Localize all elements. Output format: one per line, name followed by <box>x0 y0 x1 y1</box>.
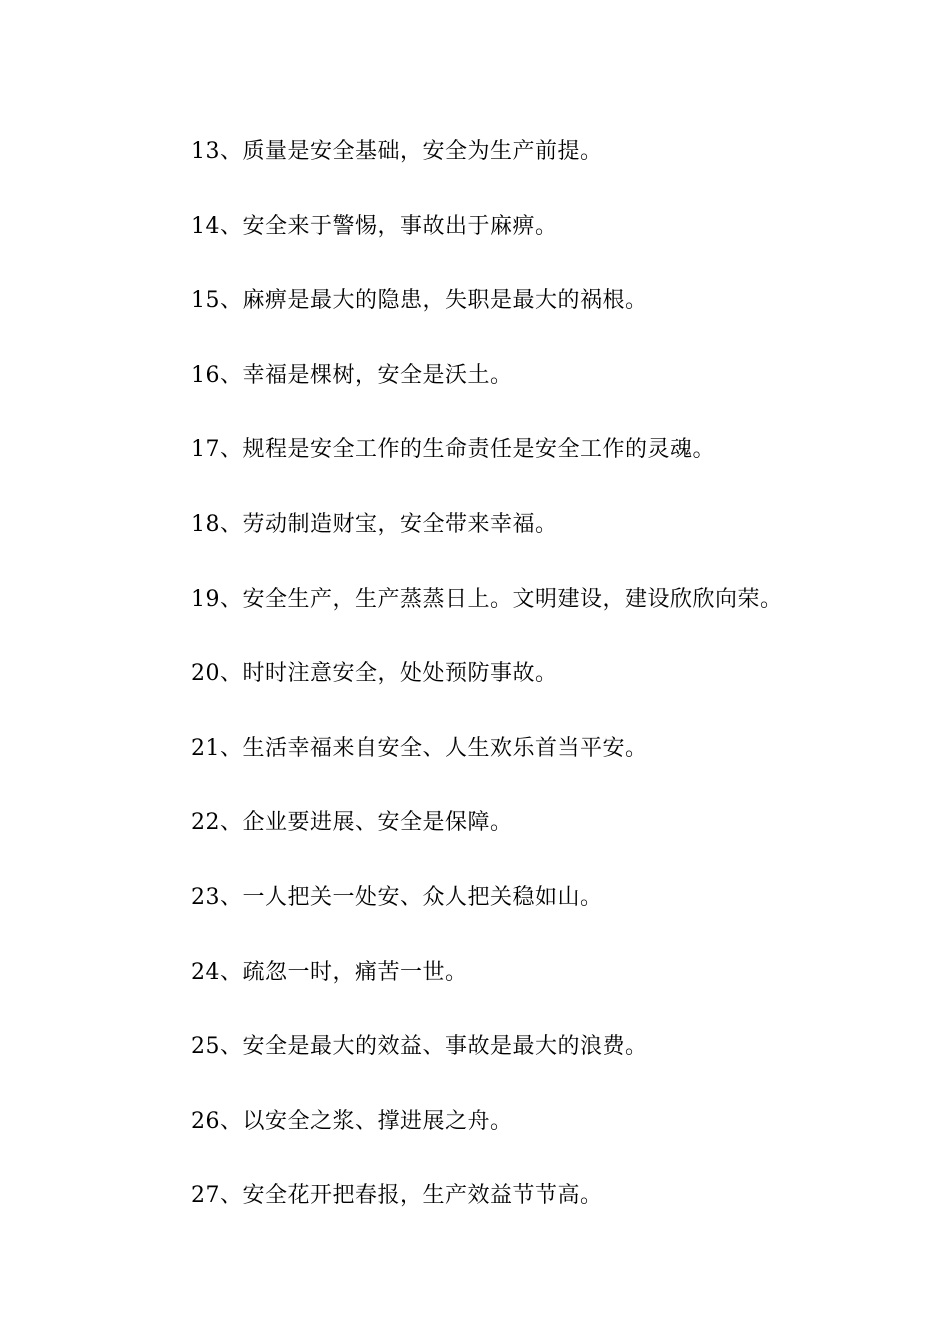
list-item: 22、企业要进展、安全是保障。 <box>191 810 513 836</box>
list-item: 27、安全花开把春报，生产效益节节高。 <box>191 1183 603 1209</box>
list-item: 20、时时注意安全，处处预防事故。 <box>191 661 558 687</box>
list-item: 25、安全是最大的效益、事故是最大的浪费。 <box>191 1034 648 1060</box>
list-item: 17、规程是安全工作的生命责任是安全工作的灵魂。 <box>191 437 715 463</box>
list-item: 16、幸福是棵树，安全是沃土。 <box>191 362 513 388</box>
list-item: 13、质量是安全基础，安全为生产前提。 <box>191 139 603 164</box>
list-item: 26、以安全之浆、撑进展之舟。 <box>191 1108 513 1134</box>
list-item: 14、安全来于警惕，事故出于麻痹。 <box>191 213 558 239</box>
list-item: 15、麻痹是最大的隐患，失职是最大的祸根。 <box>191 288 648 314</box>
list-item: 23、一人把关一处安、众人把关稳如山。 <box>191 884 603 910</box>
slogan-list <box>191 134 783 1253</box>
list-item: 19、安全生产，生产蒸蒸日上。文明建设，建设欣欣向荣。 <box>191 586 783 612</box>
list-item: 18、劳动制造财宝，安全带来幸福。 <box>191 511 558 537</box>
list-item: 21、生活幸福来自安全、人生欢乐首当平安。 <box>191 735 648 761</box>
list-item: 24、疏忽一时，痛苦一世。 <box>191 959 468 985</box>
